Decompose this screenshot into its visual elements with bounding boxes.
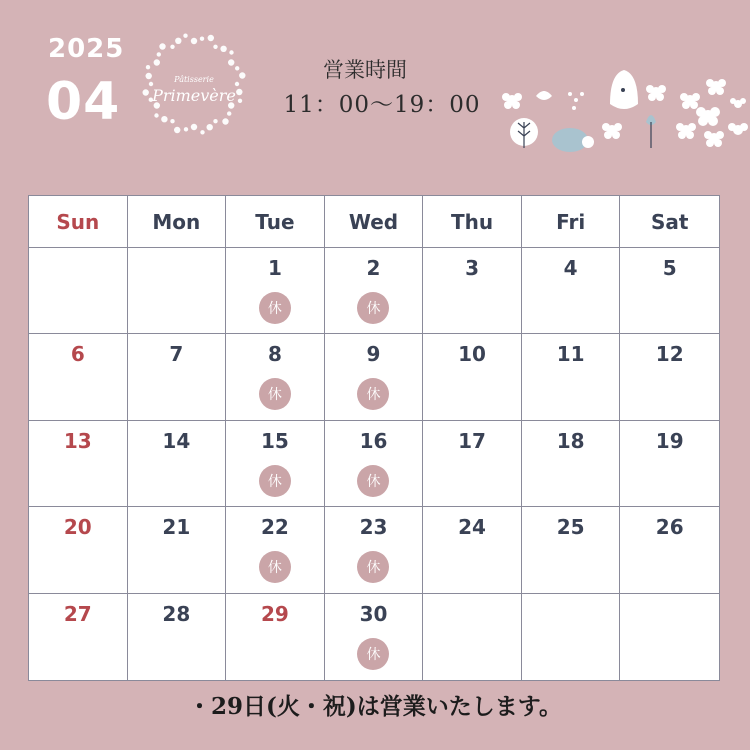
closed-day-badge: 休 — [357, 465, 389, 497]
flower-wreath-icon — [135, 28, 253, 140]
closed-day-badge: 休 — [259, 292, 291, 324]
closed-day-badge: 休 — [357, 551, 389, 583]
day-number: 12 — [655, 342, 684, 367]
weekday-header-sat: Sat — [620, 196, 719, 248]
weekday-header-mon: Mon — [128, 196, 227, 248]
calendar-day-cell — [29, 334, 128, 420]
weekday-header-fri: Fri — [522, 196, 621, 248]
calendar-month: 04 — [46, 72, 121, 132]
calendar-day-cell — [128, 421, 227, 507]
calendar-day-cell — [522, 507, 621, 593]
business-hours-title: 営業時間 — [323, 58, 407, 82]
calendar-day-cell — [522, 248, 621, 334]
day-number: 8 — [267, 342, 282, 367]
weekday-header-tue: Tue — [226, 196, 325, 248]
closed-day-badge: 休 — [259, 465, 291, 497]
day-number: 16 — [359, 428, 388, 453]
calendar-day-cell — [29, 594, 128, 680]
closed-day-badge: 休 — [357, 378, 389, 410]
logo-title: Primevère — [152, 86, 236, 105]
calendar-year: 2025 — [48, 34, 125, 64]
day-number: 24 — [458, 515, 486, 540]
calendar-day-cell — [226, 421, 325, 507]
business-hours-time: 11：00〜19：00 — [283, 92, 481, 118]
calendar-day-cell — [620, 594, 719, 680]
day-number: 6 — [70, 342, 85, 367]
calendar-day-cell — [620, 248, 719, 334]
day-number: 7 — [169, 342, 184, 367]
day-number: 20 — [63, 515, 92, 540]
calendar-day-cell — [226, 334, 325, 420]
calendar-day-cell — [128, 334, 227, 420]
footer-note: ・29日(火・祝)は営業いたします。 — [188, 693, 562, 720]
calendar-day-cell — [325, 248, 424, 334]
calendar-day-cell — [325, 594, 424, 680]
decorative-illustration-icon — [498, 64, 748, 156]
calendar-day-cell — [325, 421, 424, 507]
day-number: 10 — [458, 342, 486, 367]
day-number: 1 — [267, 256, 282, 280]
calendar-day-cell — [29, 421, 128, 507]
weekday-header-sun: Sun — [29, 196, 128, 248]
closed-day-badge: 休 — [259, 378, 291, 410]
day-number: 28 — [162, 601, 191, 626]
calendar-day-cell — [226, 594, 325, 680]
day-number: 22 — [261, 515, 289, 540]
calendar-day-cell — [423, 594, 522, 680]
day-number: 27 — [63, 601, 92, 626]
day-number: 3 — [465, 256, 480, 280]
day-number: 11 — [556, 342, 585, 367]
calendar-day-cell — [522, 594, 621, 680]
calendar-day-cell — [325, 334, 424, 420]
day-number: 30 — [359, 601, 388, 626]
closed-day-badge: 休 — [357, 292, 389, 324]
calendar-day-cell — [128, 248, 227, 334]
day-number: 2 — [366, 256, 381, 280]
calendar-day-cell — [325, 507, 424, 593]
day-number: 4 — [563, 256, 578, 280]
calendar-day-cell — [128, 594, 227, 680]
calendar-grid — [28, 195, 720, 681]
calendar-day-cell — [226, 248, 325, 334]
closed-day-badge: 休 — [357, 638, 389, 670]
day-number: 26 — [655, 515, 684, 540]
logo-subtitle: Pâtisserie — [174, 75, 214, 84]
calendar-day-cell — [423, 421, 522, 507]
day-number: 5 — [662, 256, 677, 280]
calendar-day-cell — [620, 421, 719, 507]
day-number: 29 — [261, 601, 289, 626]
day-number: 23 — [359, 515, 388, 540]
day-number: 9 — [366, 342, 381, 367]
calendar-day-cell — [128, 507, 227, 593]
calendar-day-cell — [522, 421, 621, 507]
weekday-header-thu: Thu — [423, 196, 522, 248]
calendar-day-cell — [29, 248, 128, 334]
day-number: 15 — [261, 428, 289, 453]
day-number: 25 — [556, 515, 585, 540]
day-number: 13 — [63, 428, 92, 453]
day-number: 21 — [162, 515, 191, 540]
closed-day-badge: 休 — [259, 551, 291, 583]
calendar-day-cell — [620, 507, 719, 593]
day-number: 14 — [162, 428, 191, 453]
calendar-day-cell — [522, 334, 621, 420]
calendar-day-cell — [423, 334, 522, 420]
shop-logo — [135, 28, 253, 140]
calendar-day-cell — [423, 248, 522, 334]
calendar-day-cell — [29, 507, 128, 593]
calendar-day-cell — [423, 507, 522, 593]
weekday-header-wed: Wed — [325, 196, 424, 248]
calendar-day-cell — [226, 507, 325, 593]
day-number: 19 — [655, 428, 684, 453]
day-number: 17 — [458, 428, 486, 453]
calendar-day-cell — [620, 334, 719, 420]
day-number: 18 — [556, 428, 585, 453]
